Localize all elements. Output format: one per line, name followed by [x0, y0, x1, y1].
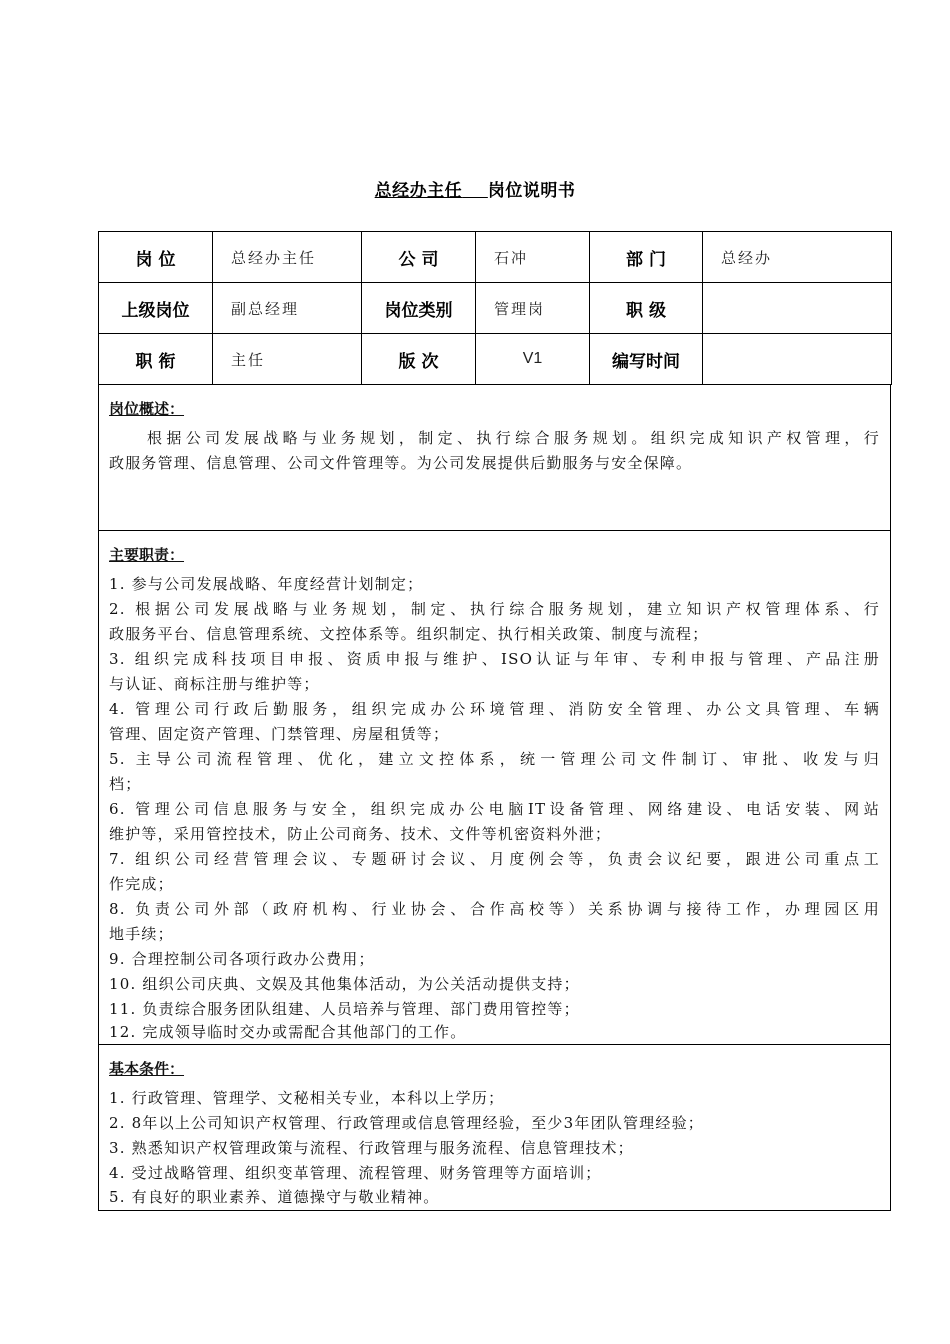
duty-line: 7. 组织公司经营管理会议、专题研讨会议、月度例会等，负责会议纪要，跟进公司重点工	[109, 850, 880, 868]
duty-line: 1. 参与公司发展战略、年度经营计划制定；	[109, 575, 424, 593]
duty-line: 9. 合理控制公司各项行政办公费用；	[109, 950, 375, 968]
value-category: 管理岗	[476, 283, 590, 334]
label-superior: 上级岗位	[99, 283, 213, 334]
overview-line: 根据公司发展战略与业务规划，制定、执行综合服务规划。组织完成知识产权管理，行	[147, 429, 880, 447]
condition-line: 4. 受过战略管理、组织变革管理、流程管理、财务管理等方面培训；	[109, 1164, 602, 1182]
table-row	[99, 283, 892, 334]
overview-heading: 岗位概述：	[109, 400, 185, 418]
condition-line: 2. 8年以上公司知识产权管理、行政管理或信息管理经验，至少3年团队管理经验；	[109, 1114, 704, 1132]
label-rank: 职 级	[590, 283, 703, 334]
overview-line: 政服务管理、信息管理、公司文件管理等。为公司发展提供后勤服务与安全保障。	[109, 454, 693, 472]
label-version: 版 次	[362, 334, 476, 385]
conditions-section	[98, 1044, 891, 1211]
value-company: 石冲	[476, 232, 590, 283]
condition-line: 1. 行政管理、管理学、文秘相关专业，本科以上学历；	[109, 1089, 505, 1107]
title-position: 总经办主任	[374, 181, 463, 201]
duty-line: 档；	[109, 775, 142, 793]
duty-line: 10. 组织公司庆典、文娱及其他集体活动，为公关活动提供支持；	[109, 975, 580, 993]
label-written-time: 编写时间	[590, 334, 703, 385]
value-position: 总经办主任	[213, 232, 362, 283]
duty-line: 4. 管理公司行政后勤服务，组织完成办公环境管理、消防安全管理、办公文具管理、车辆	[109, 700, 880, 718]
label-title: 职 衔	[99, 334, 213, 385]
duty-line: 地手续；	[109, 925, 174, 943]
label-position: 岗 位	[99, 232, 213, 283]
duties-section	[98, 530, 891, 1045]
duty-line: 8. 负责公司外部（政府机构、行业协会、合作高校等）关系协调与接待工作，办理园区用	[109, 900, 880, 918]
value-rank	[703, 283, 892, 334]
table-row	[99, 232, 892, 283]
label-category: 岗位类别	[362, 283, 476, 334]
conditions-heading: 基本条件：	[109, 1060, 185, 1078]
value-title: 主任	[213, 334, 362, 385]
duty-line: 管理、固定资产管理、门禁管理、房屋租赁等；	[109, 725, 450, 743]
condition-line: 3. 熟悉知识产权管理政策与流程、行政管理与服务流程、信息管理技术；	[109, 1139, 634, 1157]
value-version: V1	[476, 334, 590, 385]
condition-line: 5. 有良好的职业素养、道德操守与敬业精神。	[109, 1188, 440, 1206]
document-title	[0, 176, 950, 201]
value-department: 总经办	[703, 232, 892, 283]
duty-line: 与认证、商标注册与维护等；	[109, 675, 320, 693]
duty-line: 政服务平台、信息管理系统、文控体系等。组织制定、执行相关政策、制度与流程；	[109, 625, 709, 643]
label-company: 公 司	[362, 232, 476, 283]
duty-line: 维护等，采用管控技术，防止公司商务、技术、文件等机密资料外泄；	[109, 825, 612, 843]
duty-line: 11. 负责综合服务团队组建、人员培养与管理、部门费用管控等；	[109, 1000, 580, 1018]
table-row	[99, 334, 892, 385]
duty-line: 12. 完成领导临时交办或需配合其他部门的工作。	[109, 1023, 467, 1041]
duty-line: 6. 管理公司信息服务与安全，组织完成办公电脑IT设备管理、网络建设、电话安装、网站	[109, 800, 880, 818]
duty-line: 2. 根据公司发展战略与业务规划，制定、执行综合服务规划，建立知识产权管理体系、行	[109, 600, 880, 618]
duty-line: 5. 主导公司流程管理、优化，建立文控体系，统一管理公司文件制订、审批、收发与归	[109, 750, 880, 768]
value-superior: 副总经理	[213, 283, 362, 334]
header-info-table	[98, 231, 892, 385]
duty-line: 3. 组织完成科技项目申报、资质申报与维护、ISO认证与年审、专利申报与管理、产品注册	[109, 650, 880, 668]
label-department: 部 门	[590, 232, 703, 283]
duties-heading: 主要职责：	[109, 546, 185, 564]
title-doc-type: 岗位说明书	[487, 181, 576, 201]
value-written-time	[703, 334, 892, 385]
overview-section	[98, 384, 891, 531]
duty-line: 作完成；	[109, 875, 174, 893]
